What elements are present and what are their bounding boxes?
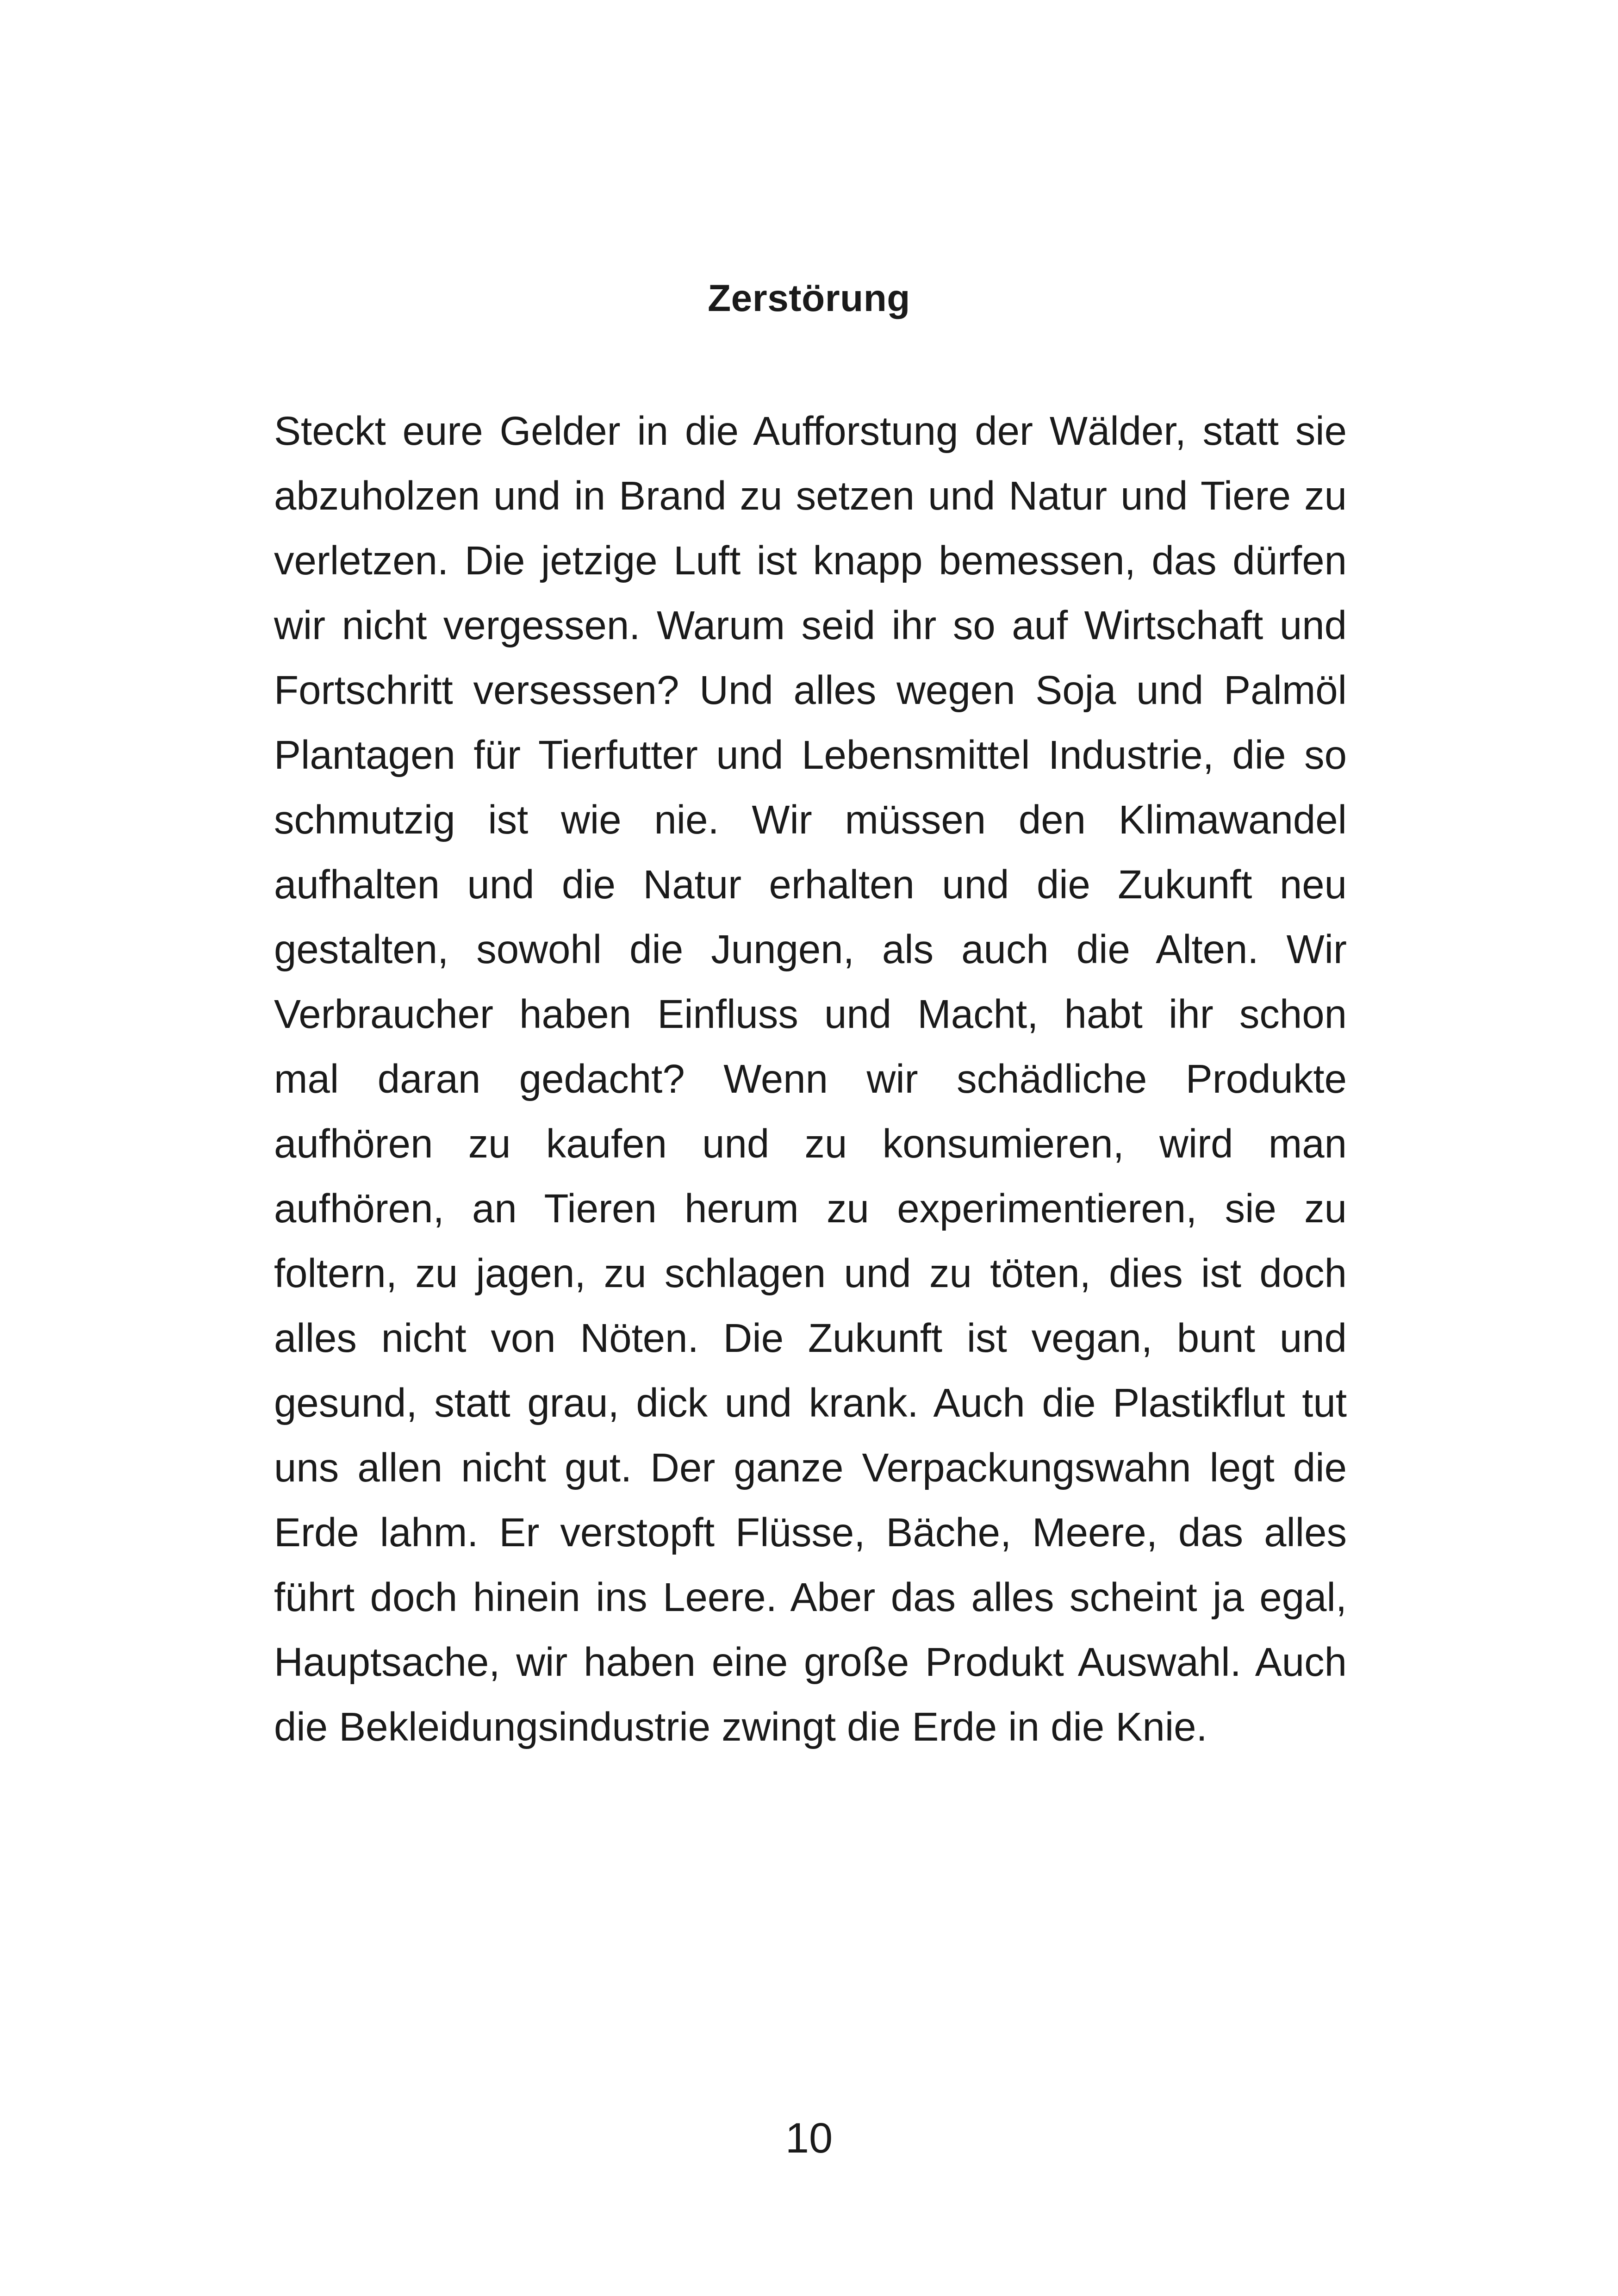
text-line: führt doch hinein ins Leere. Aber das alles scheint ja egal, [274,1575,1347,1620]
text-line: Steckt eure Gelder in die Aufforstung der Wälder, statt sie [274,409,1347,454]
page-number: 10 [785,2115,833,2162]
text-line: alles nicht von Nöten. Die Zukunft ist vegan, bunt und [274,1316,1347,1361]
text-line: Verbraucher haben Einfluss und Macht, habt ihr schon [274,992,1347,1037]
text-line: Plantagen für Tierfutter und Lebensmittel Industrie, die so [274,733,1347,778]
text-line: Hauptsache, wir haben eine große Produkt Auswahl. Auch [274,1640,1347,1685]
text-line: aufhören zu kaufen und zu konsumieren, wird man [274,1121,1347,1166]
text-line: aufhalten und die Natur erhalten und die Zukunft neu [274,862,1347,907]
text-line: uns allen nicht gut. Der ganze Verpackungswahn legt die [274,1445,1347,1490]
text-line: aufhören, an Tieren herum zu experimentieren, sie zu [274,1186,1347,1231]
text-line: die Bekleidungsindustrie zwingt die Erde in die Knie. [274,1705,1207,1749]
text-line: verletzen. Die jetzige Luft ist knapp bemessen, das dürfen [274,538,1347,583]
page-title: Zerstörung [708,277,910,319]
body-paragraph [274,399,1347,1760]
text-line: wir nicht vergessen. Warum seid ihr so auf Wirtschaft und [274,603,1347,648]
text-line: Fortschritt versessen? Und alles wegen Soja und Palmöl [274,668,1347,713]
text-line: gesund, statt grau, dick und krank. Auch die Plastikflut tut [274,1381,1347,1425]
text-line: Erde lahm. Er verstopft Flüsse, Bäche, Meere, das alles [274,1510,1347,1555]
text-line: abzuholzen und in Brand zu setzen und Natur und Tiere zu [274,473,1347,518]
text-line: schmutzig ist wie nie. Wir müssen den Klimawandel [274,797,1347,842]
text-line: gestalten, sowohl die Jungen, als auch die Alten. Wir [274,927,1347,972]
text-line: mal daran gedacht? Wenn wir schädliche Produkte [274,1057,1347,1101]
text-line: foltern, zu jagen, zu schlagen und zu töten, dies ist doch [274,1251,1347,1296]
